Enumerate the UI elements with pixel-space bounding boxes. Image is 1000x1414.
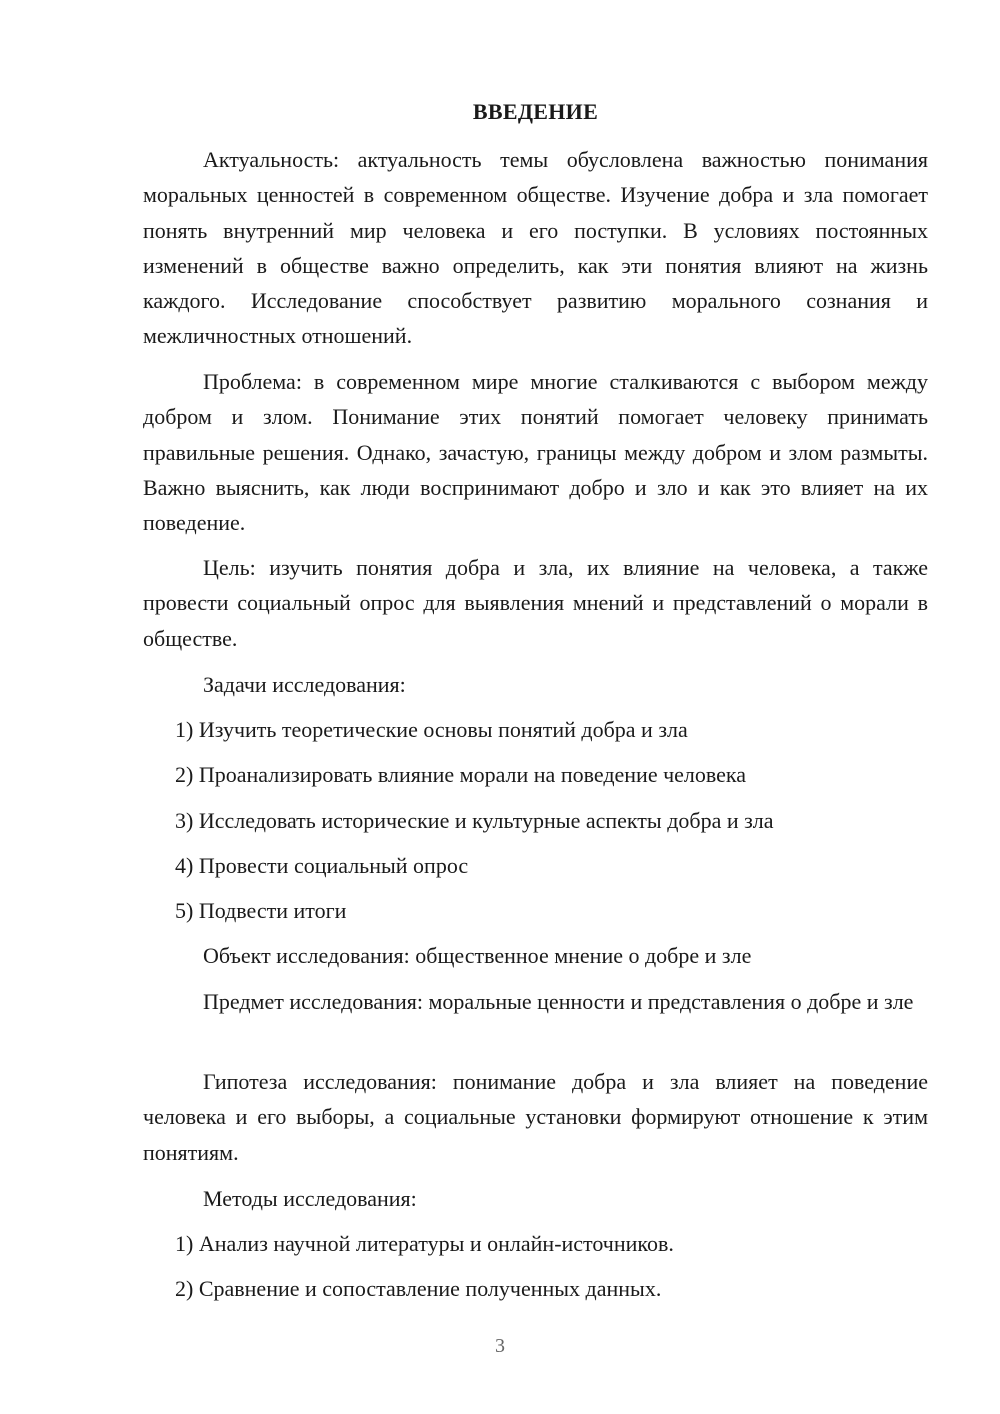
task-item: 3) Исследовать исторические и культурные аспекты добра и зла [175, 808, 774, 833]
subject-paragraph: Предмет исследования: моральные ценности и представления о добре и зле [203, 989, 914, 1014]
tasks-heading: Задачи исследования: [203, 672, 406, 697]
method-item: 1) Анализ научной литературы и онлайн-источников. [175, 1231, 674, 1256]
method-item: 2) Сравнение и сопоставление полученных данных. [175, 1276, 662, 1301]
page-title: ВВЕДЕНИЕ [472, 99, 599, 124]
task-item: 4) Провести социальный опрос [175, 853, 469, 878]
hypothesis-paragraph: Гипотеза исследования: понимание добра и зла влияет на поведение человека и его выборы, а социальные установки формируют отношение к этим понятиям. [143, 1069, 928, 1165]
task-item: 1) Изучить теоретические основы понятий добра и зла [175, 717, 688, 742]
page-number: 3 [495, 1335, 505, 1357]
relevance-paragraph: Актуальность: актуальность темы обусловлена важностью понимания моральных ценностей в современном обществе. Изучение добра и зла помогает понять внутренний мир человека и его поступки. В условиях постоянных изменений в обществе важно определить, как эти понятия влияют на жизнь каждого. Исследование способствует развитию морального сознания и межличностных отношений. [143, 147, 928, 349]
goal-paragraph: Цель: изучить понятия добра и зла, их влияние на человека, а также провести социальный опрос для выявления мнений и представлений о морали в обществе. [143, 555, 928, 651]
task-item: 2) Проанализировать влияние морали на поведение человека [175, 762, 747, 787]
object-line: Объект исследования: общественное мнение о добре и зле [203, 943, 752, 968]
problem-paragraph: Проблема: в современном мире многие сталкиваются с выбором между добром и злом. Понимание этих понятий помогает человеку принимать правильные решения. Однако, зачастую, границы между добром и злом размыты. Важно выяснить, как люди воспринимают добро и зло и как это влияет на их поведение. [143, 369, 928, 536]
methods-heading: Методы исследования: [203, 1186, 417, 1211]
task-item: 5) Подвести итоги [175, 898, 347, 923]
